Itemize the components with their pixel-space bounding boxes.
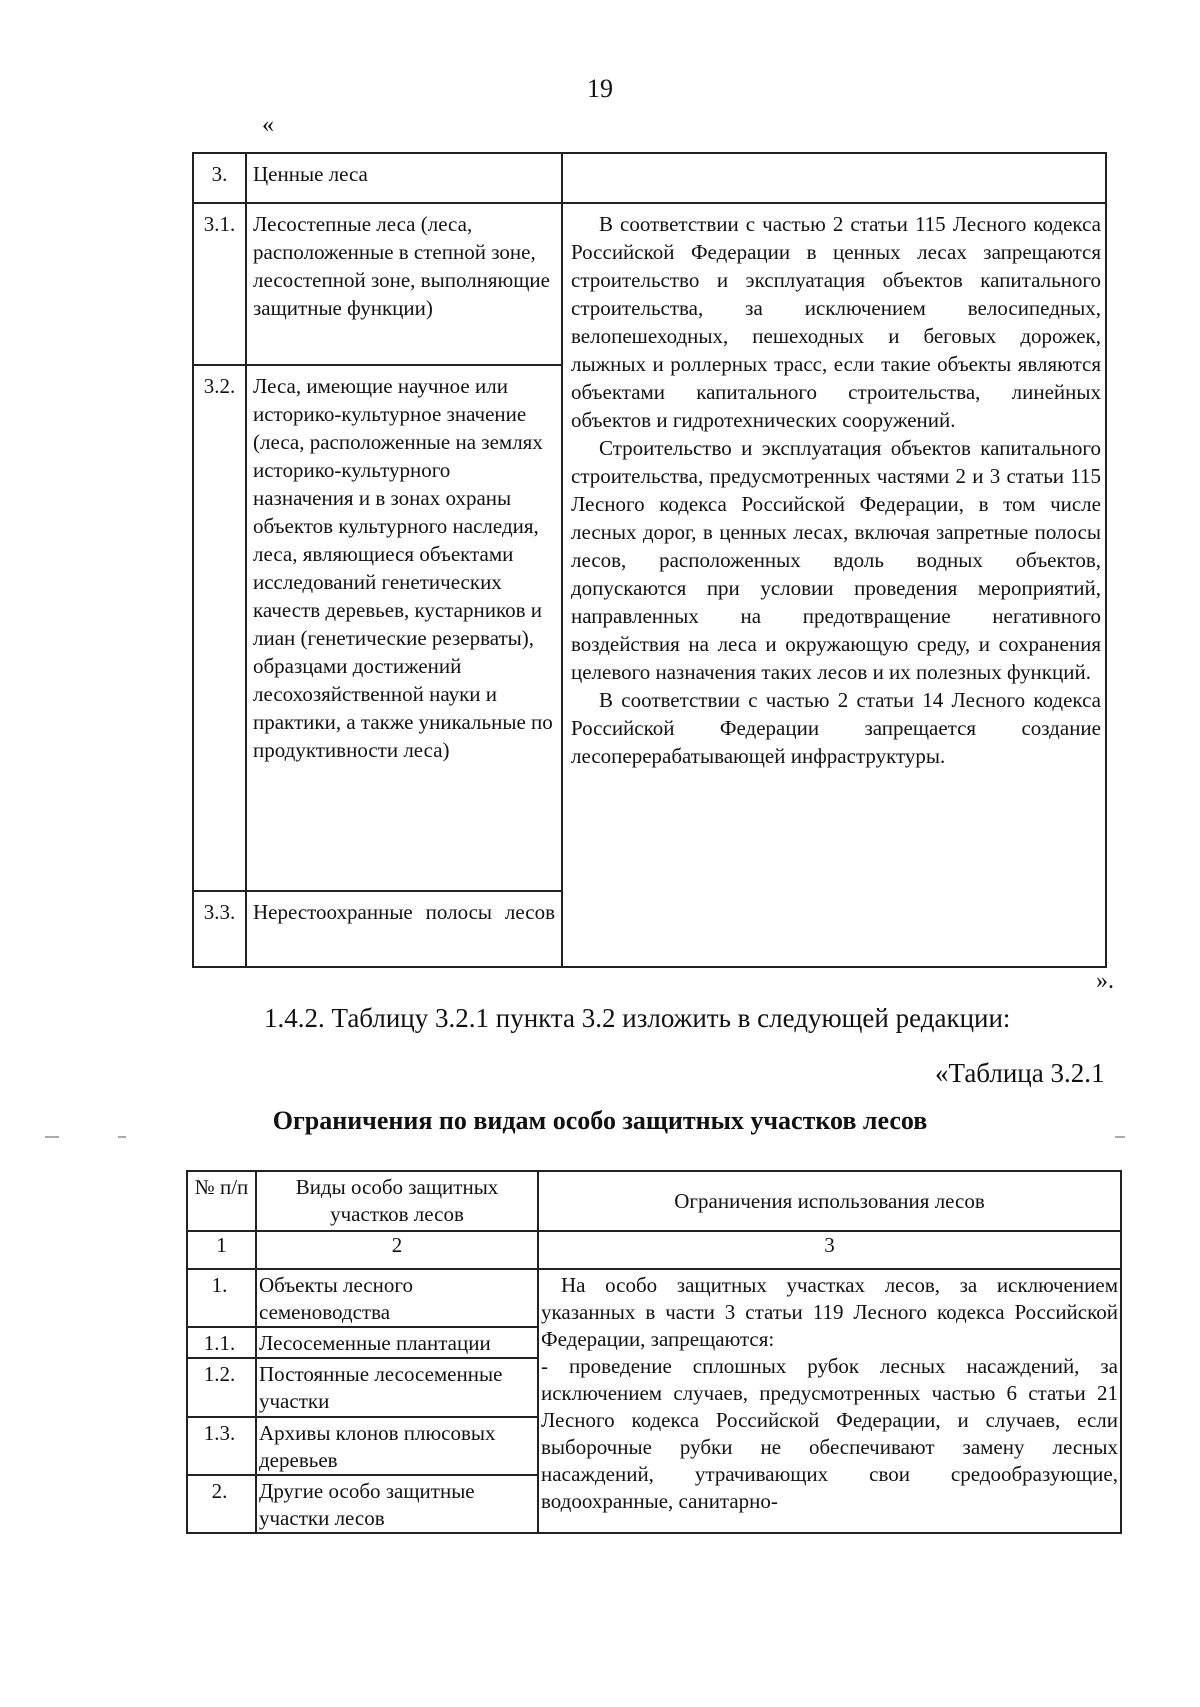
area-type: Другие особо защитные участки лесов <box>256 1475 538 1533</box>
restriction-cell <box>562 203 1106 967</box>
scan-artifact <box>118 1136 126 1138</box>
restriction-paragraph: - проведение сплошных рубок лесных насаждений, за исключением случаев, предусмотренных частью 6 статьи 21 Лесного кодекса Российской Федерации, и случаев, если выборочные рубки не обеспечивают замену лесных насаждений, утрачивающих свои средообразующие, водоохранные, санитарно- <box>541 1354 1118 1513</box>
valuable-forests-table <box>192 152 1107 968</box>
forest-category: Нерестоохранные полосы лесов <box>253 900 555 924</box>
row-number: 3.2. <box>193 365 246 891</box>
table-row <box>193 153 1106 203</box>
restriction-paragraph: На особо защитных участках лесов, за исключением указанных в части 3 статьи 119 Лесного кодекса Российской Федерации, запрещаются: <box>541 1273 1118 1351</box>
restriction-cell <box>562 153 1106 203</box>
area-type: Архивы клонов плюсовых деревьев <box>256 1417 538 1475</box>
row-number: 1.2. <box>187 1358 256 1417</box>
amendment-text: 1.4.2. Таблицу 3.2.1 пункта 3.2 изложить в следующей редакции: <box>264 1003 1011 1033</box>
area-type: Постоянные лесосеменные участки <box>256 1358 538 1417</box>
scan-artifact <box>45 1136 59 1138</box>
restriction-paragraph: Строительство и эксплуатация объектов капитального строительства, предусмотренных частями 2 и 3 статьи 115 Лесного кодекса Российской Федерации, в том числе лесных дорог, в ценных лесах, включая запретные полосы лесов, расположенных вдоль водных объектов, допускаются при условии проведения мероприятий, направленных на предотвращение негативного воздействия на леса и окружающую среду, и сохранения целевого назначения таких лесов и их полезных функций. <box>571 436 1101 684</box>
column-index-row <box>187 1231 1121 1269</box>
table-label: «Таблица 3.2.1 <box>935 1058 1105 1088</box>
area-type: Объекты лесного семеноводства <box>256 1269 538 1327</box>
restriction-paragraph: В соответствии с частью 2 статьи 115 Лесного кодекса Российской Федерации в ценных лесах запрещаются строительство и эксплуатация объектов капитального строительства, за исключением велосипедных, велопешеходных, пешеходных и беговых дорожек, лыжных и роллерных трасс, если такие объекты являются объектами капитального строительства, линейных объектов и гидротехнических сооружений. <box>571 212 1101 432</box>
row-number: 1. <box>187 1269 256 1327</box>
opening-quote: « <box>262 112 274 138</box>
restriction-paragraph: В соответствии с частью 2 статьи 14 Лесного кодекса Российской Федерации запрещается создание лесоперерабатывающей инфраструктуры. <box>571 688 1101 768</box>
area-type: Лесосеменные плантации <box>256 1327 538 1358</box>
column-index: 3 <box>538 1231 1121 1269</box>
header-area-type: Виды особо защитных участков лесов <box>256 1171 538 1231</box>
forest-category: Ценные леса <box>246 153 562 203</box>
table-title: Ограничения по видам особо защитных участков лесов <box>272 1106 928 1135</box>
protected-areas-table <box>186 1170 1122 1534</box>
page-number: 19 <box>587 74 613 103</box>
forest-category: Лесостепные леса (леса, расположенные в степной зоне, лесостепной зоне, выполняющие защитные функции) <box>246 203 562 365</box>
forest-category: Леса, имеющие научное или историко-культурное значение (леса, расположенные на землях историко-культурного назначения и в зонах охраны объектов культурного наследия, леса, являющиеся объектами исследований генетических качеств деревьев, кустарников и лиан (генетические резерваты), образцами достижений лесохозяйственной науки и практики, а также уникальные по продуктивности леса) <box>246 365 562 891</box>
header-restrictions: Ограничения использования лесов <box>538 1171 1121 1231</box>
table-row <box>193 203 1106 365</box>
row-number: 1.3. <box>187 1417 256 1475</box>
header-number: № п/п <box>187 1171 256 1231</box>
row-number: 3.1. <box>193 203 246 365</box>
scan-artifact <box>1115 1136 1125 1138</box>
column-index: 1 <box>187 1231 256 1269</box>
row-number: 3. <box>193 153 246 203</box>
column-index: 2 <box>256 1231 538 1269</box>
row-number: 1.1. <box>187 1327 256 1358</box>
closing-quote: ». <box>1096 968 1114 994</box>
row-number: 3.3. <box>193 891 246 967</box>
table-header-row <box>187 1171 1121 1231</box>
row-number: 2. <box>187 1475 256 1533</box>
restriction-cell <box>538 1269 1121 1533</box>
table-row <box>187 1269 1121 1327</box>
